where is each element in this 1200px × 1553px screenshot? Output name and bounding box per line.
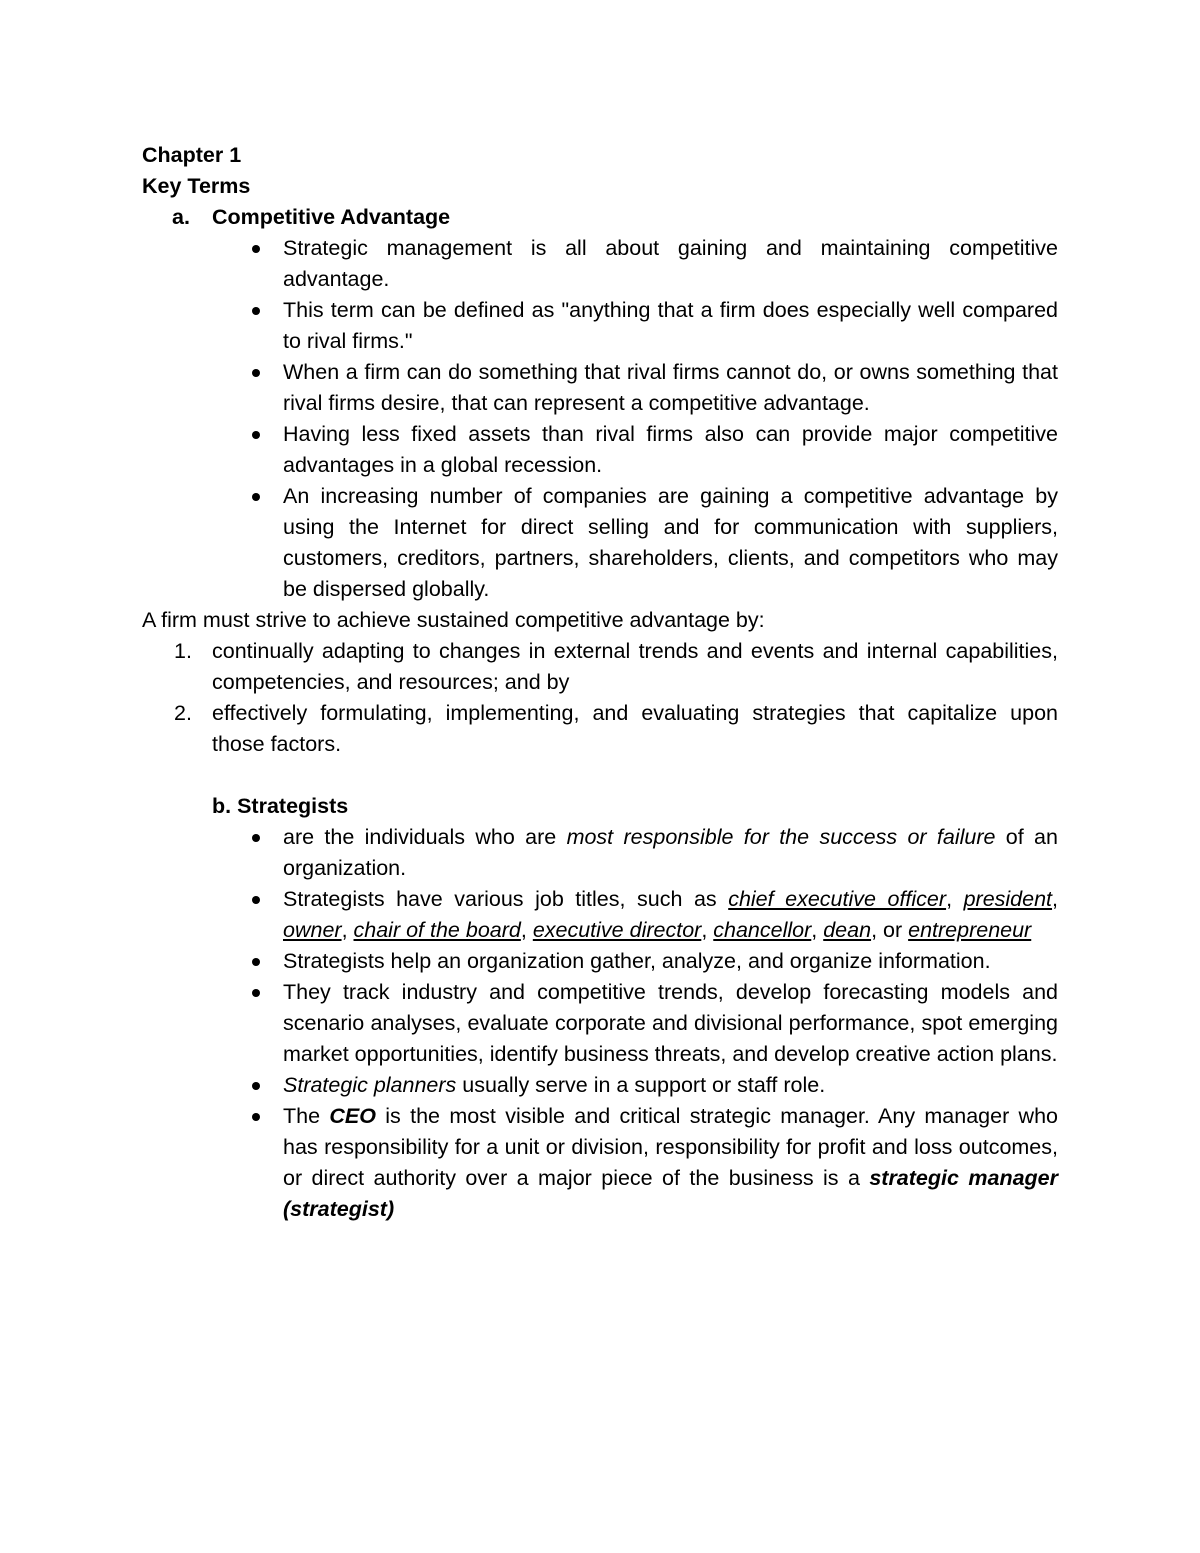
section-a-title: Competitive Advantage [212,205,451,229]
bullet-icon [252,834,260,842]
chapter-title: Chapter 1 [142,143,242,167]
bullet-icon [252,307,260,315]
item-text: continually adapting to changes in external trends and events and internal capabilities, competencies, and resources; and by [212,639,1058,694]
list-item: Strategists help an organization gather, analyze, and organize information. [142,946,1058,977]
section-b-title: b. Strategists [212,794,349,818]
spacer [142,760,1058,791]
section-b-bullet-list [142,822,1058,1225]
document-page [142,140,1058,1225]
list-item: Having less fixed assets than rival firms also can provide major competitive advantages in a global recession. [142,419,1058,481]
bullet-icon [252,958,260,966]
bullet-icon [252,989,260,997]
job-title: chief executive officer [728,887,947,911]
numbered-item-1 [142,636,1058,698]
section-a-heading [142,202,1058,233]
bullet-icon [252,1113,260,1121]
list-item: Strategic management is all about gaining and maintaining competitive advantage. [142,233,1058,295]
bullet-icon [252,245,260,253]
item-number: 2. [174,701,192,725]
list-item: Strategic planners usually serve in a support or staff role. [142,1070,1058,1101]
key-terms-title: Key Terms [142,174,251,198]
job-title: entrepreneur [908,918,1032,942]
sustain-intro: A firm must strive to achieve sustained competitive advantage by: [142,608,765,632]
bullet-icon [252,431,260,439]
job-title: executive director [532,918,702,942]
list-item: When a firm can do something that rival firms cannot do, or owns something that rival firms desire, that can represent a competitive advantage. [142,357,1058,419]
list-item: The CEO is the most visible and critical strategic manager. Any manager who has responsibility for a unit or division, responsibility for profit and loss outcomes, or direct authority over a major piece of the business is a strategic manager (strategist) [142,1101,1058,1225]
list-item: They track industry and competitive trends, develop forecasting models and scenario analyses, evaluate corporate and divisional performance, spot emerging market opportunities, identify business threats, and develop creative action plans. [142,977,1058,1070]
bullet-icon [252,896,260,904]
item-text: effectively formulating, implementing, and evaluating strategies that capitalize upon those factors. [212,701,1058,756]
numbered-item-2 [142,698,1058,760]
job-title: chair of the board [353,918,521,942]
list-item: are the individuals who are most responsible for the success or failure of an organization. [142,822,1058,884]
bullet-icon [252,1082,260,1090]
job-title: president [963,887,1053,911]
list-item: An increasing number of companies are gaining a competitive advantage by using the Internet for direct selling and for communication with suppliers, customers, creditors, partners, shareholders, clients, and competitors who may be dispersed globally. [142,481,1058,605]
list-item: Strategists have various job titles, such as chief executive officer, president, owner, chair of the board, executive director, chancellor, dean, or entrepreneur [142,884,1058,946]
job-title: owner [283,918,342,942]
bullet-icon [252,493,260,501]
bullet-icon [252,369,260,377]
list-item: This term can be defined as "anything that a firm does especially well compared to rival firms." [142,295,1058,357]
item-number: 1. [174,639,192,663]
section-a-marker: a. [172,205,190,229]
job-title: dean [823,918,872,942]
section-a-bullet-list [142,233,1058,605]
job-title: chancellor [713,918,812,942]
